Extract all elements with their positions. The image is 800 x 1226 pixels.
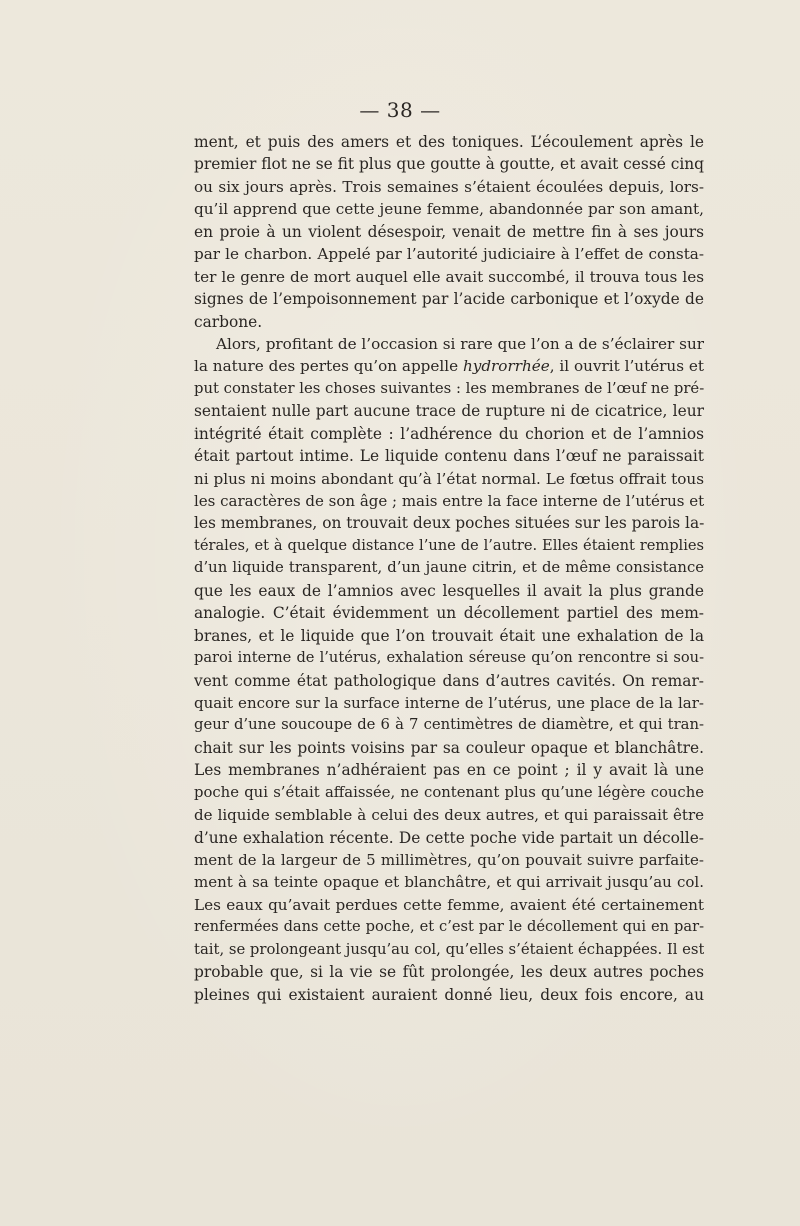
text-line: paroi interne de l’utérus, exhalation séreuse qu’on rencontre si sou- bbox=[194, 649, 704, 667]
text-line: intégrité était complète : l’adhérence du chorion et de l’amnios bbox=[194, 424, 704, 443]
text-line: ou six jours après. Trois semaines s’étaient écoulées depuis, lors- bbox=[194, 177, 704, 196]
text-line: carbone. bbox=[194, 312, 263, 331]
text-line: put constater les choses suivantes : les membranes de l’œuf ne pré- bbox=[194, 379, 704, 397]
text-line: chait sur les points voisins par sa couleur opaque et blanchâtre. bbox=[194, 738, 704, 757]
text-line: ter le genre de mort auquel elle avait succombé, il trouva tous les bbox=[194, 267, 704, 286]
text-line: qu’il apprend que cette jeune femme, abandonnée par son amant, bbox=[194, 200, 704, 219]
text-line: renfermées dans cette poche, et c’est par le décollement qui en par- bbox=[194, 918, 704, 936]
text-line: ni plus ni moins abondant qu’à l’état normal. Le fœtus offrait tous bbox=[194, 469, 704, 488]
text-line: pleines qui existaient auraient donné lieu, deux fois encore, au bbox=[194, 985, 704, 1004]
text-line: Alors, profitant de l’occasion si rare que l’on a de s’éclairer sur bbox=[216, 334, 704, 353]
italic-term: hydrorrhée bbox=[462, 357, 550, 376]
text-line: analogie. C’était évidemment un décollement partiel des mem- bbox=[194, 604, 704, 623]
text-line: ment de la largeur de 5 millimètres, qu’on pouvait suivre parfaite- bbox=[194, 851, 704, 869]
text-line: poche qui s’était affaissée, ne contenant plus qu’une légère couche bbox=[194, 783, 704, 801]
text-line: par le charbon. Appelé par l’autorité judiciaire à l’effet de consta- bbox=[194, 245, 704, 264]
text-line: ment à sa teinte opaque et blanchâtre, et qui arrivait jusqu’au col. bbox=[194, 873, 704, 892]
text-line: était partout intime. Le liquide contenu dans l’œuf ne paraissait bbox=[194, 447, 704, 466]
text-line: signes de l’empoisonnement par l’acide carbonique et l’oxyde de bbox=[194, 290, 704, 309]
text-line: sentaient nulle part aucune trace de rupture ni de cicatrice, leur bbox=[194, 402, 704, 421]
text-line: les membranes, on trouvait deux poches situées sur les parois la- bbox=[194, 514, 704, 533]
text-line: Les eaux qu’avait perdues cette femme, avaient été certainement bbox=[194, 895, 704, 914]
text-line: vent comme état pathologique dans d’autres cavités. On remar- bbox=[194, 671, 704, 690]
text-line: la nature des pertes qu’on appelle hydrorrhée, il ouvrit l’utérus et bbox=[194, 357, 704, 376]
text-line: de liquide semblable à celui des deux autres, et qui paraissait être bbox=[194, 806, 704, 825]
page-number: — 38 — bbox=[359, 98, 441, 122]
text-line: en proie à un violent désespoir, venait de mettre fin à ses jours bbox=[194, 222, 704, 241]
text-line: d’un liquide transparent, d’un jaune citrin, et de même consistance bbox=[194, 559, 704, 577]
text-line: les caractères de son âge ; mais entre la face interne de l’utérus et bbox=[194, 492, 704, 510]
text-line: Les membranes n’adhéraient pas en ce point ; il y avait là une bbox=[194, 761, 704, 780]
text-line: geur d’une soucoupe de 6 à 7 centimètres de diamètre, et qui tran- bbox=[194, 716, 704, 734]
text-line: probable que, si la vie se fût prolongée, les deux autres poches bbox=[194, 963, 704, 982]
text-line: branes, et le liquide que l’on trouvait était une exhalation de la bbox=[194, 626, 704, 645]
text-line: térales, et à quelque distance l’une de l’autre. Elles étaient remplies bbox=[194, 536, 704, 554]
body-text bbox=[194, 131, 704, 1006]
text-line: premier flot ne se fit plus que goutte à goutte, et avait cessé cinq bbox=[194, 155, 704, 174]
text-line: d’une exhalation récente. De cette poche vide partait un décolle- bbox=[194, 828, 704, 847]
text-line: ment, et puis des amers et des toniques. L’écoulement après le bbox=[194, 133, 704, 151]
text-line: quait encore sur la surface interne de l’utérus, une place de la lar- bbox=[194, 693, 704, 712]
text-line: que les eaux de l’amnios avec lesquelles il avait la plus grande bbox=[194, 581, 704, 600]
text-line: tait, se prolongeant jusqu’au col, qu’elles s’étaient échappées. Il est bbox=[194, 940, 704, 958]
